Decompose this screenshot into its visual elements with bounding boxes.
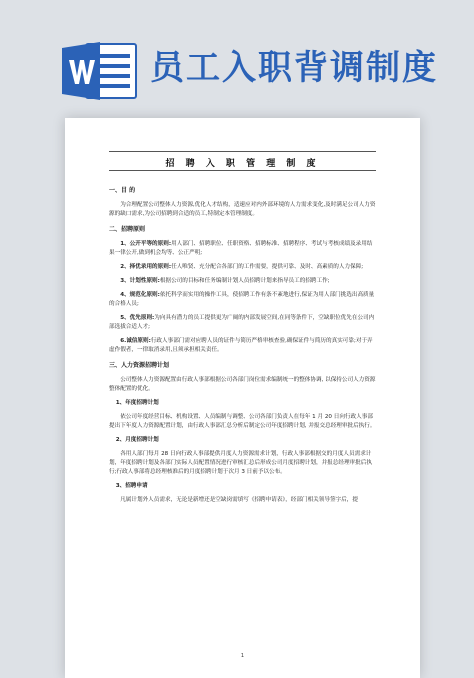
principle-text: 用人部门、招聘职位、任职资格、招聘标准、招聘程序、考试与考核成绩及录用结果一律公开,做到机会均等、公正严明; xyxy=(109,241,373,256)
paragraph: 凡属计划外人员需求，无论是新增还是空缺岗需填写《招聘申请表》，经部门相关领导签字后，提 xyxy=(120,497,358,503)
section-heading-plan: 三、人力资源招聘计划 xyxy=(109,362,170,369)
doc-title: 招 聘 入 职 管 理 制 度 xyxy=(165,159,320,169)
paragraph: 各用人部门每月 28 日向行政人事部提供月度人力资源需求计划，行政人事部根据交的月度人员需求计划，年度招聘计划及各部门实际人员配置情况进行审核汇总后形成公司月度招聘计划，并报总经理审批后执行;行政人事部将总经理核准后的月度招聘计划于次月 3 日前予以公布。 xyxy=(109,451,372,475)
principle-text: 行政人事部门需对应聘人员的证件与简历严格审核查验,确保证件与简历的真实可靠;对于弄虚作假者，一律取消录用,且须承担相关责任。 xyxy=(109,338,373,353)
principle-label: 5、优先原则: xyxy=(120,315,155,321)
header-rule xyxy=(109,151,376,152)
banner-title: 员工入职背调制度 xyxy=(150,48,438,88)
principle-text: 根据公司的目标和任务编制计划人员招聘计划来指导员工的招聘工作; xyxy=(159,278,330,284)
principle-label: 3、计划性原则: xyxy=(120,278,160,284)
section-heading-principles: 二、招聘原则 xyxy=(109,226,146,233)
word-app-icon xyxy=(60,40,138,102)
principle-item xyxy=(109,277,376,286)
subsection-heading-annual: 1、年度招聘计划 xyxy=(115,400,159,406)
principle-label: 6.诚信原则: xyxy=(120,338,151,344)
paragraph: 为合理配置公司整体人力资源,优化人才结构，适速应对内外部环境的人力需求变化,及时满足公司人力资源的缺口需求,为公司招聘到合适的员工,特制定本管理制度。 xyxy=(109,202,376,217)
principle-item xyxy=(109,314,376,332)
document-body xyxy=(109,180,376,510)
principle-text: 任人唯贤、充分配合各部门的工作需要，提供可靠、及时、高素质的人力保障; xyxy=(171,264,364,270)
principle-text: 为向具有潜力的员工提供更为广阔的内部发展空间,在同等条件下，空缺职位优先在公司内部选拔合适人才; xyxy=(109,315,375,330)
section-heading-purpose: 一、目 的 xyxy=(109,187,136,194)
title-rule xyxy=(109,170,376,171)
principle-item xyxy=(109,337,376,355)
page-number: 1 xyxy=(240,653,245,659)
paragraph: 依公司年度经营目标、机构设置、人员编制与调整、公司各部门负责人在每年 1 月 20 日向行政人事部提出下年度人力资源配置计划，由行政人事部汇总分析后制定公司年度招聘计划, 并报交总经理审批后执行。 xyxy=(109,414,376,429)
principle-label: 2、择优录用的原则: xyxy=(120,264,172,270)
document-page xyxy=(65,118,420,678)
principle-item xyxy=(109,291,376,309)
principle-item xyxy=(109,240,376,258)
principle-label: 4、规范化原则: xyxy=(120,292,160,298)
principle-text: 依托科学而实用的操作工具，使招聘工作有条不紊地进行,保证为用人部门挑选出高质量的合格人员; xyxy=(109,292,375,307)
subsection-heading-monthly: 2、月度招聘计划 xyxy=(115,437,159,443)
paragraph: 公司整体人力资源配置由行政人事部根据公司各部门岗位需求编制统一的整体协调, 以保持公司人力资源整体配置的优化。 xyxy=(109,377,376,392)
principle-label: 1、公开平等的原则: xyxy=(120,241,172,247)
subsection-heading-application: 3、招聘申请 xyxy=(115,483,148,489)
principle-item xyxy=(109,263,376,272)
